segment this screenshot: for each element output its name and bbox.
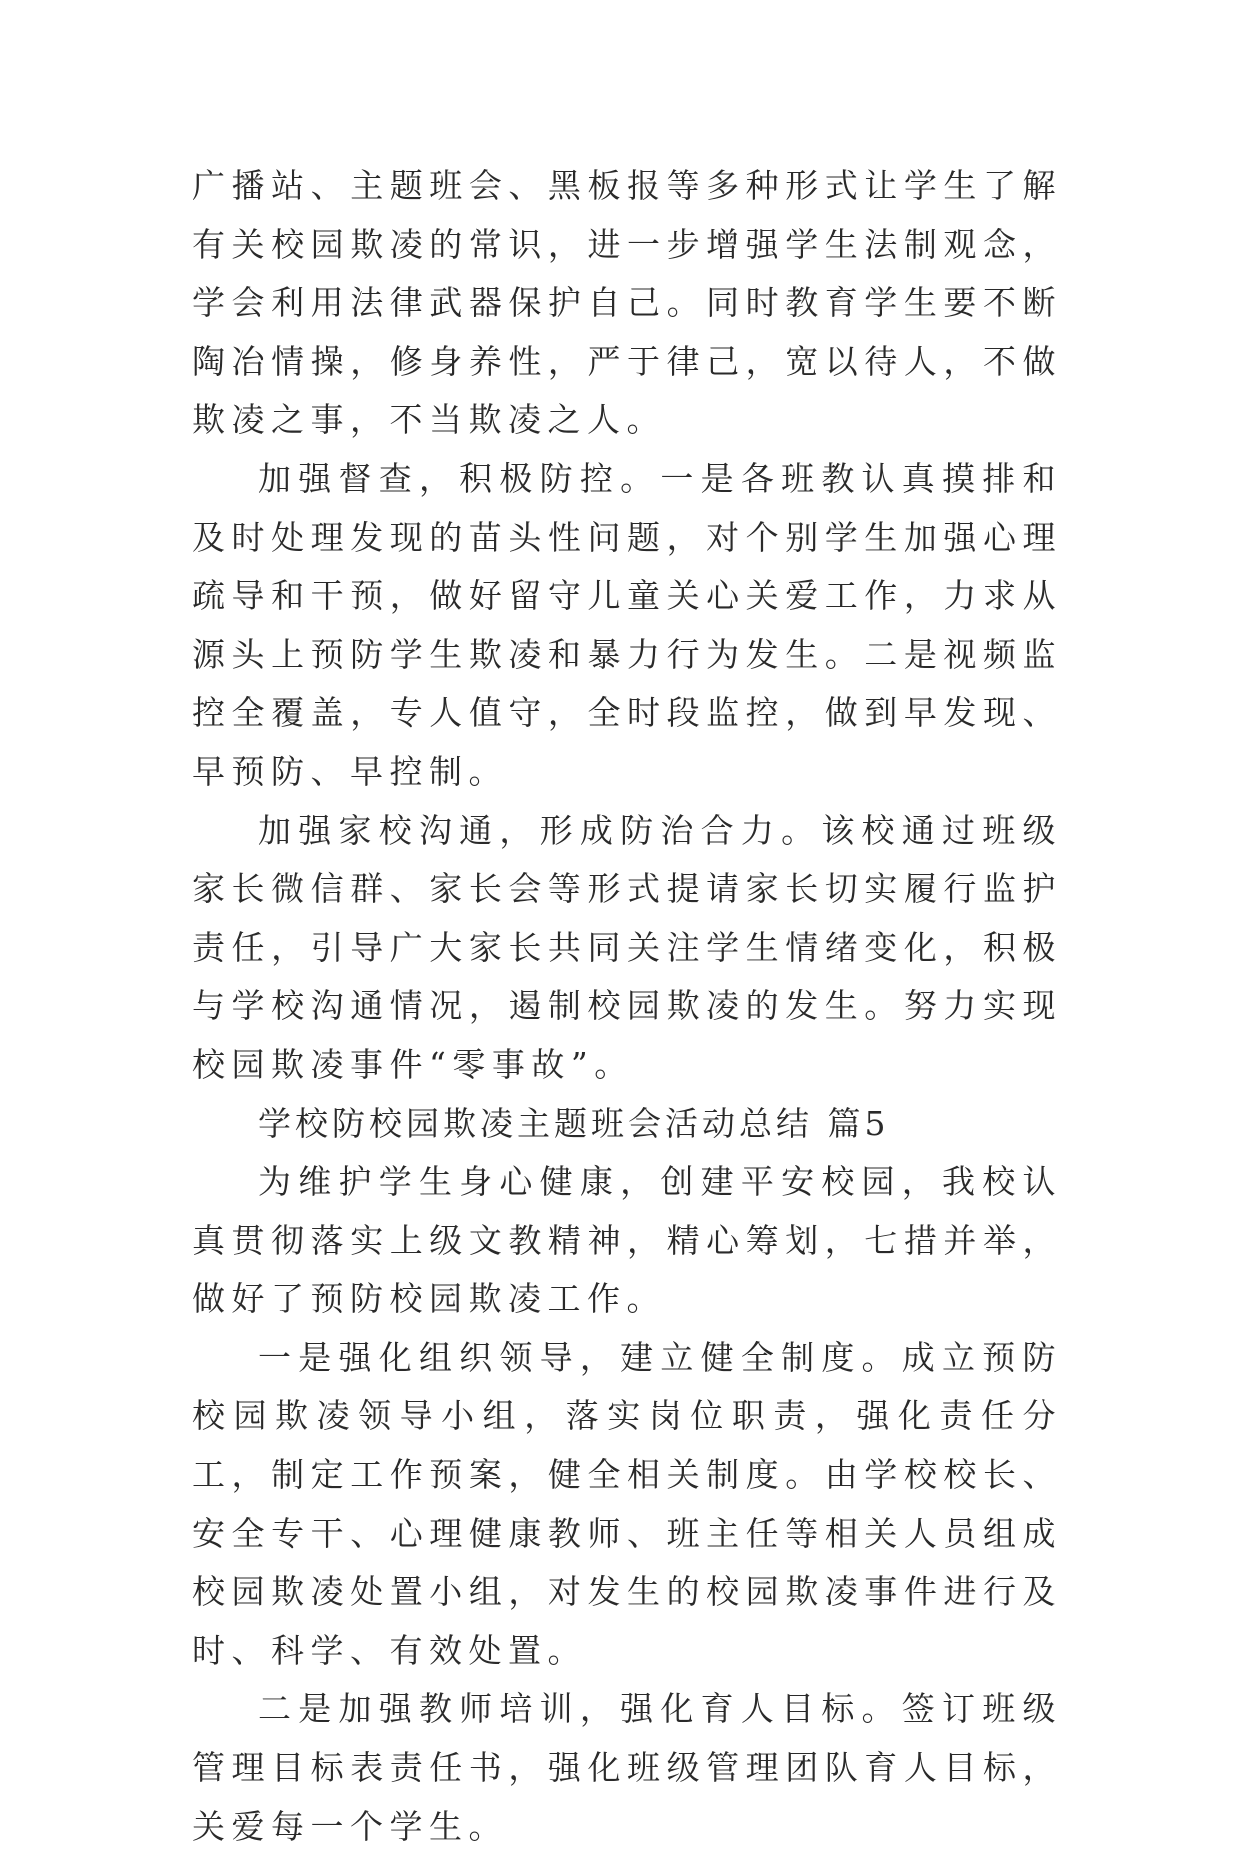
paragraph: 加强督查，积极防控。一是各班教认真摸排和及时处理发现的苗头性问题，对个别学生加强心理疏导和干预，做好留守儿童关心关爱工作，力求从源头上预防学生欺凌和暴力行为发生。二是视频监控全覆盖，专人值守，全时段监控，做到早发现、早预防、早控制。 bbox=[192, 458, 1062, 791]
paragraph: 加强家校沟通，形成防治合力。该校通过班级家长微信群、家长会等形式提请家长切实履行监护责任，引导广大家长共同关注学生情绪变化，积极与学校沟通情况，遏制校园欺凌的发生。努力实现校园欺凌事件“零事故”。 bbox=[192, 810, 1062, 1084]
document-body bbox=[192, 157, 1062, 1856]
paragraph: 一是强化组织领导，建立健全制度。成立预防校园欺凌领导小组，落实岗位职责，强化责任分工，制定工作预案，健全相关制度。由学校校长、安全专干、心理健康教师、班主任等相关人员组成校园欺凌处置小组，对发生的校园欺凌事件进行及时、科学、有效处置。 bbox=[192, 1337, 1062, 1670]
section-heading: 学校防校园欺凌主题班会活动总结 篇5 bbox=[258, 1103, 890, 1143]
paragraph: 二是加强教师培训，强化育人目标。签订班级管理目标表责任书，强化班级管理团队育人目标，关爱每一个学生。 bbox=[192, 1689, 1062, 1846]
paragraph: 为维护学生身心健康，创建平安校园，我校认真贯彻落实上级文教精神，精心筹划，七措并举，做好了预防校园欺凌工作。 bbox=[192, 1162, 1062, 1319]
paragraph: 广播站、主题班会、黑板报等多种形式让学生了解有关校园欺凌的常识，进一步增强学生法制观念，学会利用法律武器保护自己。同时教育学生要不断陶冶情操，修身养性，严于律己，宽以待人，不做欺凌之事，不当欺凌之人。 bbox=[192, 166, 1062, 440]
